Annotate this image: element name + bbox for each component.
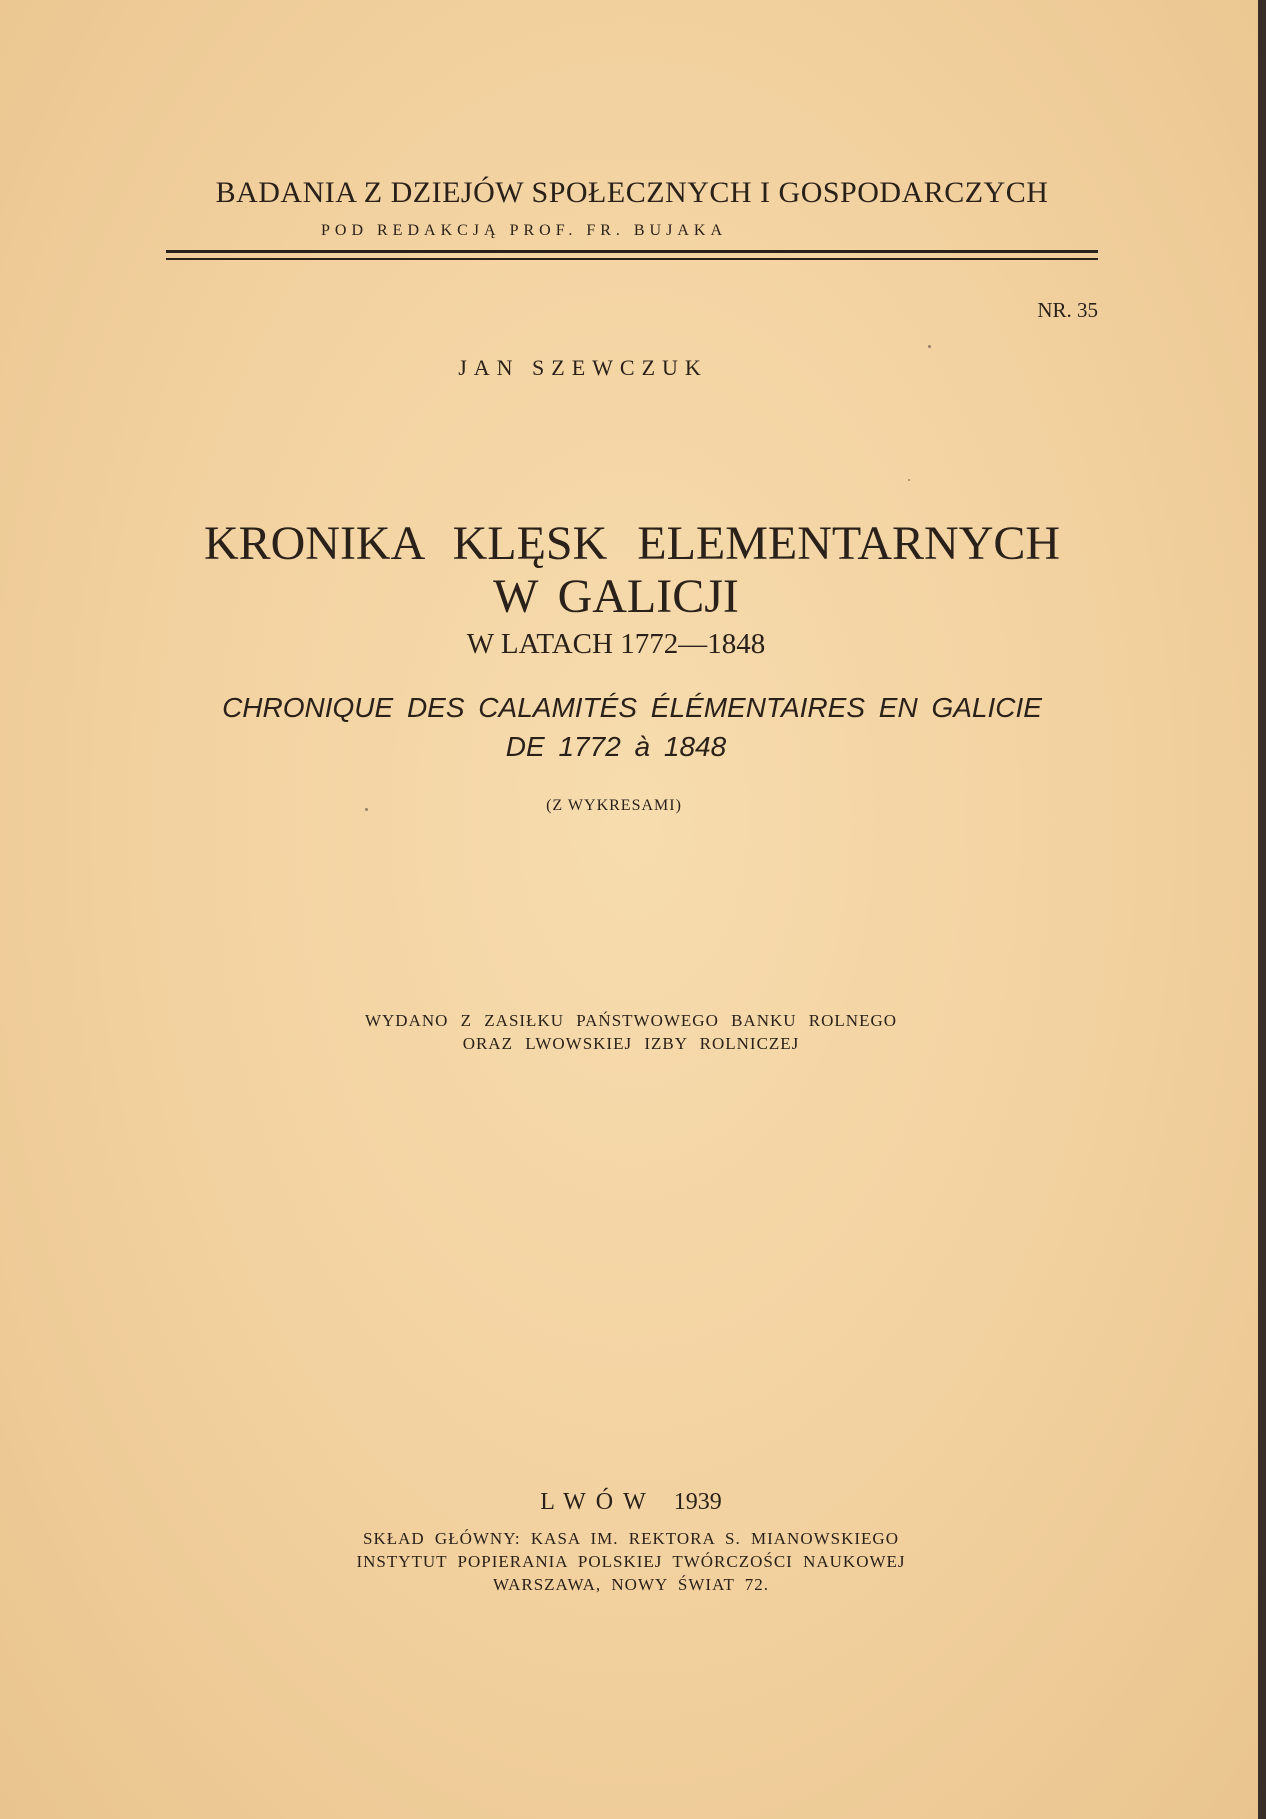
paper-speck [928,345,931,348]
series-editor: POD REDAKCJĄ PROF. FR. BUJAKA [321,222,727,239]
french-title-line-2: DE 1772 à 1848 [505,731,727,762]
series-title: BADANIA Z DZIEJÓW SPOŁECZNYCH I GOSPODARCZYCH [215,176,1049,209]
funding-line-2: ORAZ LWOWSKIEJ IZBY ROLNICZEJ [462,1034,800,1053]
main-title-line-2: W GALICJI [493,570,739,623]
paper-speck [908,479,910,481]
main-title-line-1: KRONIKA KLĘSK ELEMENTARNYCH [203,517,1061,570]
funding-line-1: WYDANO Z ZASIŁKU PAŃSTWOWEGO BANKU ROLNEGO [364,1011,898,1030]
header-rule-thick [166,250,1098,253]
series-number: NR. 35 [1037,298,1098,322]
imprint-line-2: INSTYTUT POPIERANIA POLSKIEJ TWÓRCZOŚCI NAUKOWEJ [356,1552,906,1571]
imprint-line-3: WARSZAWA, NOWY ŚWIAT 72. [492,1575,770,1594]
french-title-line-1: CHRONIQUE DES CALAMITÉS ÉLÉMENTAIRES EN GALICIE [222,692,1042,723]
author-name: JAN SZEWCZUK [458,355,708,380]
imprint-city: LWÓW [540,1489,656,1515]
imprint-line-1: SKŁAD GŁÓWNY: KASA IM. REKTORA S. MIANOWSKIEGO [363,1529,899,1548]
charts-note: (Z WYKRESAMI) [546,797,682,814]
paper-speck [365,808,368,811]
header-rule-thin [166,258,1098,260]
title-years: W LATACH 1772—1848 [466,628,766,660]
imprint-place-year [0,1489,1266,1516]
imprint-year: 1939 [673,1489,722,1515]
